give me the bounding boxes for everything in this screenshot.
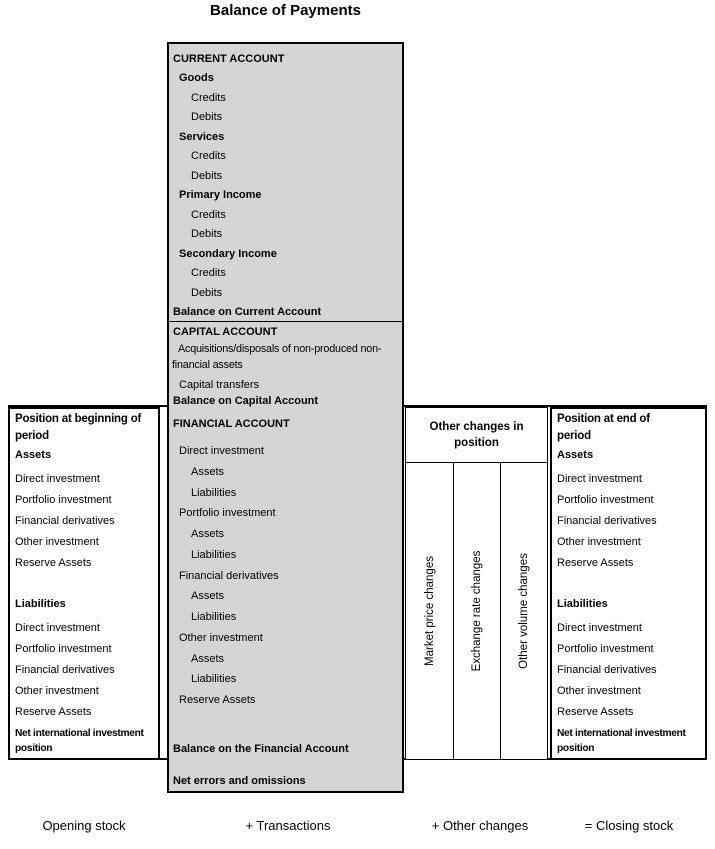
- current-account-section: [169, 44, 402, 322]
- capital-transfers-row: Capital transfers: [179, 378, 260, 391]
- footer-label-transactions: + Transactions: [245, 818, 331, 833]
- market-price-changes-label: Market price changes: [423, 556, 436, 666]
- assets-header: Assets: [15, 449, 52, 461]
- row: Portfolio investment: [557, 643, 654, 656]
- row: Other investment: [179, 631, 263, 644]
- opening-position-title: Position at beginning of period: [15, 413, 142, 442]
- row: Reserve Assets: [179, 694, 256, 707]
- page-title: Balance of Payments: [210, 2, 361, 19]
- capital-acquisitions-row: Acquisitions/disposals of non-produced non-financial assets: [172, 343, 382, 371]
- financial-account-section: [169, 407, 402, 760]
- asset-rows: [15, 469, 156, 573]
- liabilities-header: Liabilities: [15, 597, 66, 610]
- asset-rows: [557, 469, 703, 573]
- row: Direct investment: [15, 622, 100, 635]
- closing-position-title: Position at end of period: [557, 413, 650, 442]
- row: Portfolio investment: [179, 507, 276, 520]
- row: Credits: [191, 267, 226, 280]
- footer-label-other-changes: + Other changes: [431, 818, 529, 833]
- financial-account-header: FINANCIAL ACCOUNT: [173, 418, 290, 431]
- market-price-changes-column: [405, 462, 454, 760]
- capital-account-balance: Balance on Capital Account: [173, 394, 319, 407]
- row: Services: [179, 130, 225, 143]
- row: Other investment: [15, 684, 99, 697]
- liabilities-header: Liabilities: [557, 597, 608, 610]
- row: Credits: [191, 150, 226, 163]
- current-account-balance: Balance on Current Account: [173, 306, 322, 319]
- row: Debits: [191, 228, 223, 241]
- other-volume-changes-column: [500, 462, 548, 760]
- net-iip-label: Net international investment position: [15, 728, 144, 754]
- other-volume-changes-label: Other volume changes: [518, 553, 530, 669]
- exchange-rate-changes-label: Exchange rate changes: [471, 550, 483, 672]
- capital-account-header: CAPITAL ACCOUNT: [173, 326, 278, 338]
- row: Reserve Assets: [15, 705, 92, 718]
- liability-rows: [557, 618, 703, 722]
- row: Reserve Assets: [557, 705, 634, 718]
- financial-account-balance: Balance on the Financial Account: [173, 743, 349, 755]
- footer-label-closing-stock: = Closing stock: [584, 818, 674, 833]
- row: Financial derivatives: [15, 663, 115, 676]
- liability-rows: [15, 618, 156, 722]
- exchange-rate-changes-column: [453, 462, 502, 760]
- other-changes-header: Other changes in position: [429, 421, 524, 449]
- row: Reserve Assets: [557, 556, 634, 569]
- net-errors-section: [169, 760, 402, 791]
- balance-of-payments-flow-box: [167, 42, 404, 793]
- row: Credits: [191, 91, 226, 104]
- row: Other investment: [557, 684, 641, 697]
- row: Other investment: [557, 535, 641, 548]
- row: Liabilities: [191, 548, 237, 561]
- row: Liabilities: [191, 486, 237, 499]
- financial-account-rows: [169, 441, 402, 711]
- capital-account-section: [169, 322, 402, 407]
- row: Secondary Income: [179, 247, 277, 260]
- opening-position-box: [8, 407, 160, 760]
- row: Assets: [191, 652, 225, 665]
- row: Assets: [191, 528, 225, 541]
- row: Financial derivatives: [15, 514, 115, 527]
- row: Other investment: [15, 535, 99, 548]
- row: Credits: [191, 208, 226, 221]
- row: Liabilities: [191, 673, 237, 686]
- net-errors-row: Net errors and omissions: [173, 775, 306, 787]
- row: Direct investment: [557, 622, 642, 635]
- row: Primary Income: [179, 189, 262, 202]
- row: Debits: [191, 286, 223, 299]
- row: Debits: [191, 169, 223, 182]
- row: Portfolio investment: [557, 494, 654, 507]
- row: Portfolio investment: [15, 643, 112, 656]
- row: Financial derivatives: [557, 663, 657, 676]
- row: Debits: [191, 111, 223, 124]
- row: Assets: [191, 590, 225, 603]
- row: Assets: [191, 465, 225, 478]
- row: Portfolio investment: [15, 494, 112, 507]
- row: Liabilities: [191, 611, 237, 624]
- assets-header: Assets: [557, 449, 594, 461]
- row: Direct investment: [557, 473, 642, 486]
- row: Direct investment: [179, 445, 264, 458]
- current-account-header: CURRENT ACCOUNT: [173, 52, 285, 65]
- net-iip-label: Net international investment position: [557, 728, 686, 754]
- row: Direct investment: [15, 473, 100, 486]
- row: Reserve Assets: [15, 556, 92, 569]
- row: Financial derivatives: [179, 569, 279, 582]
- row: Financial derivatives: [557, 514, 657, 527]
- current-account-rows: [169, 69, 402, 303]
- row: Goods: [179, 72, 214, 85]
- other-changes-header-box: [405, 407, 548, 463]
- closing-position-box: [550, 407, 707, 760]
- footer-label-opening-stock: Opening stock: [42, 818, 126, 833]
